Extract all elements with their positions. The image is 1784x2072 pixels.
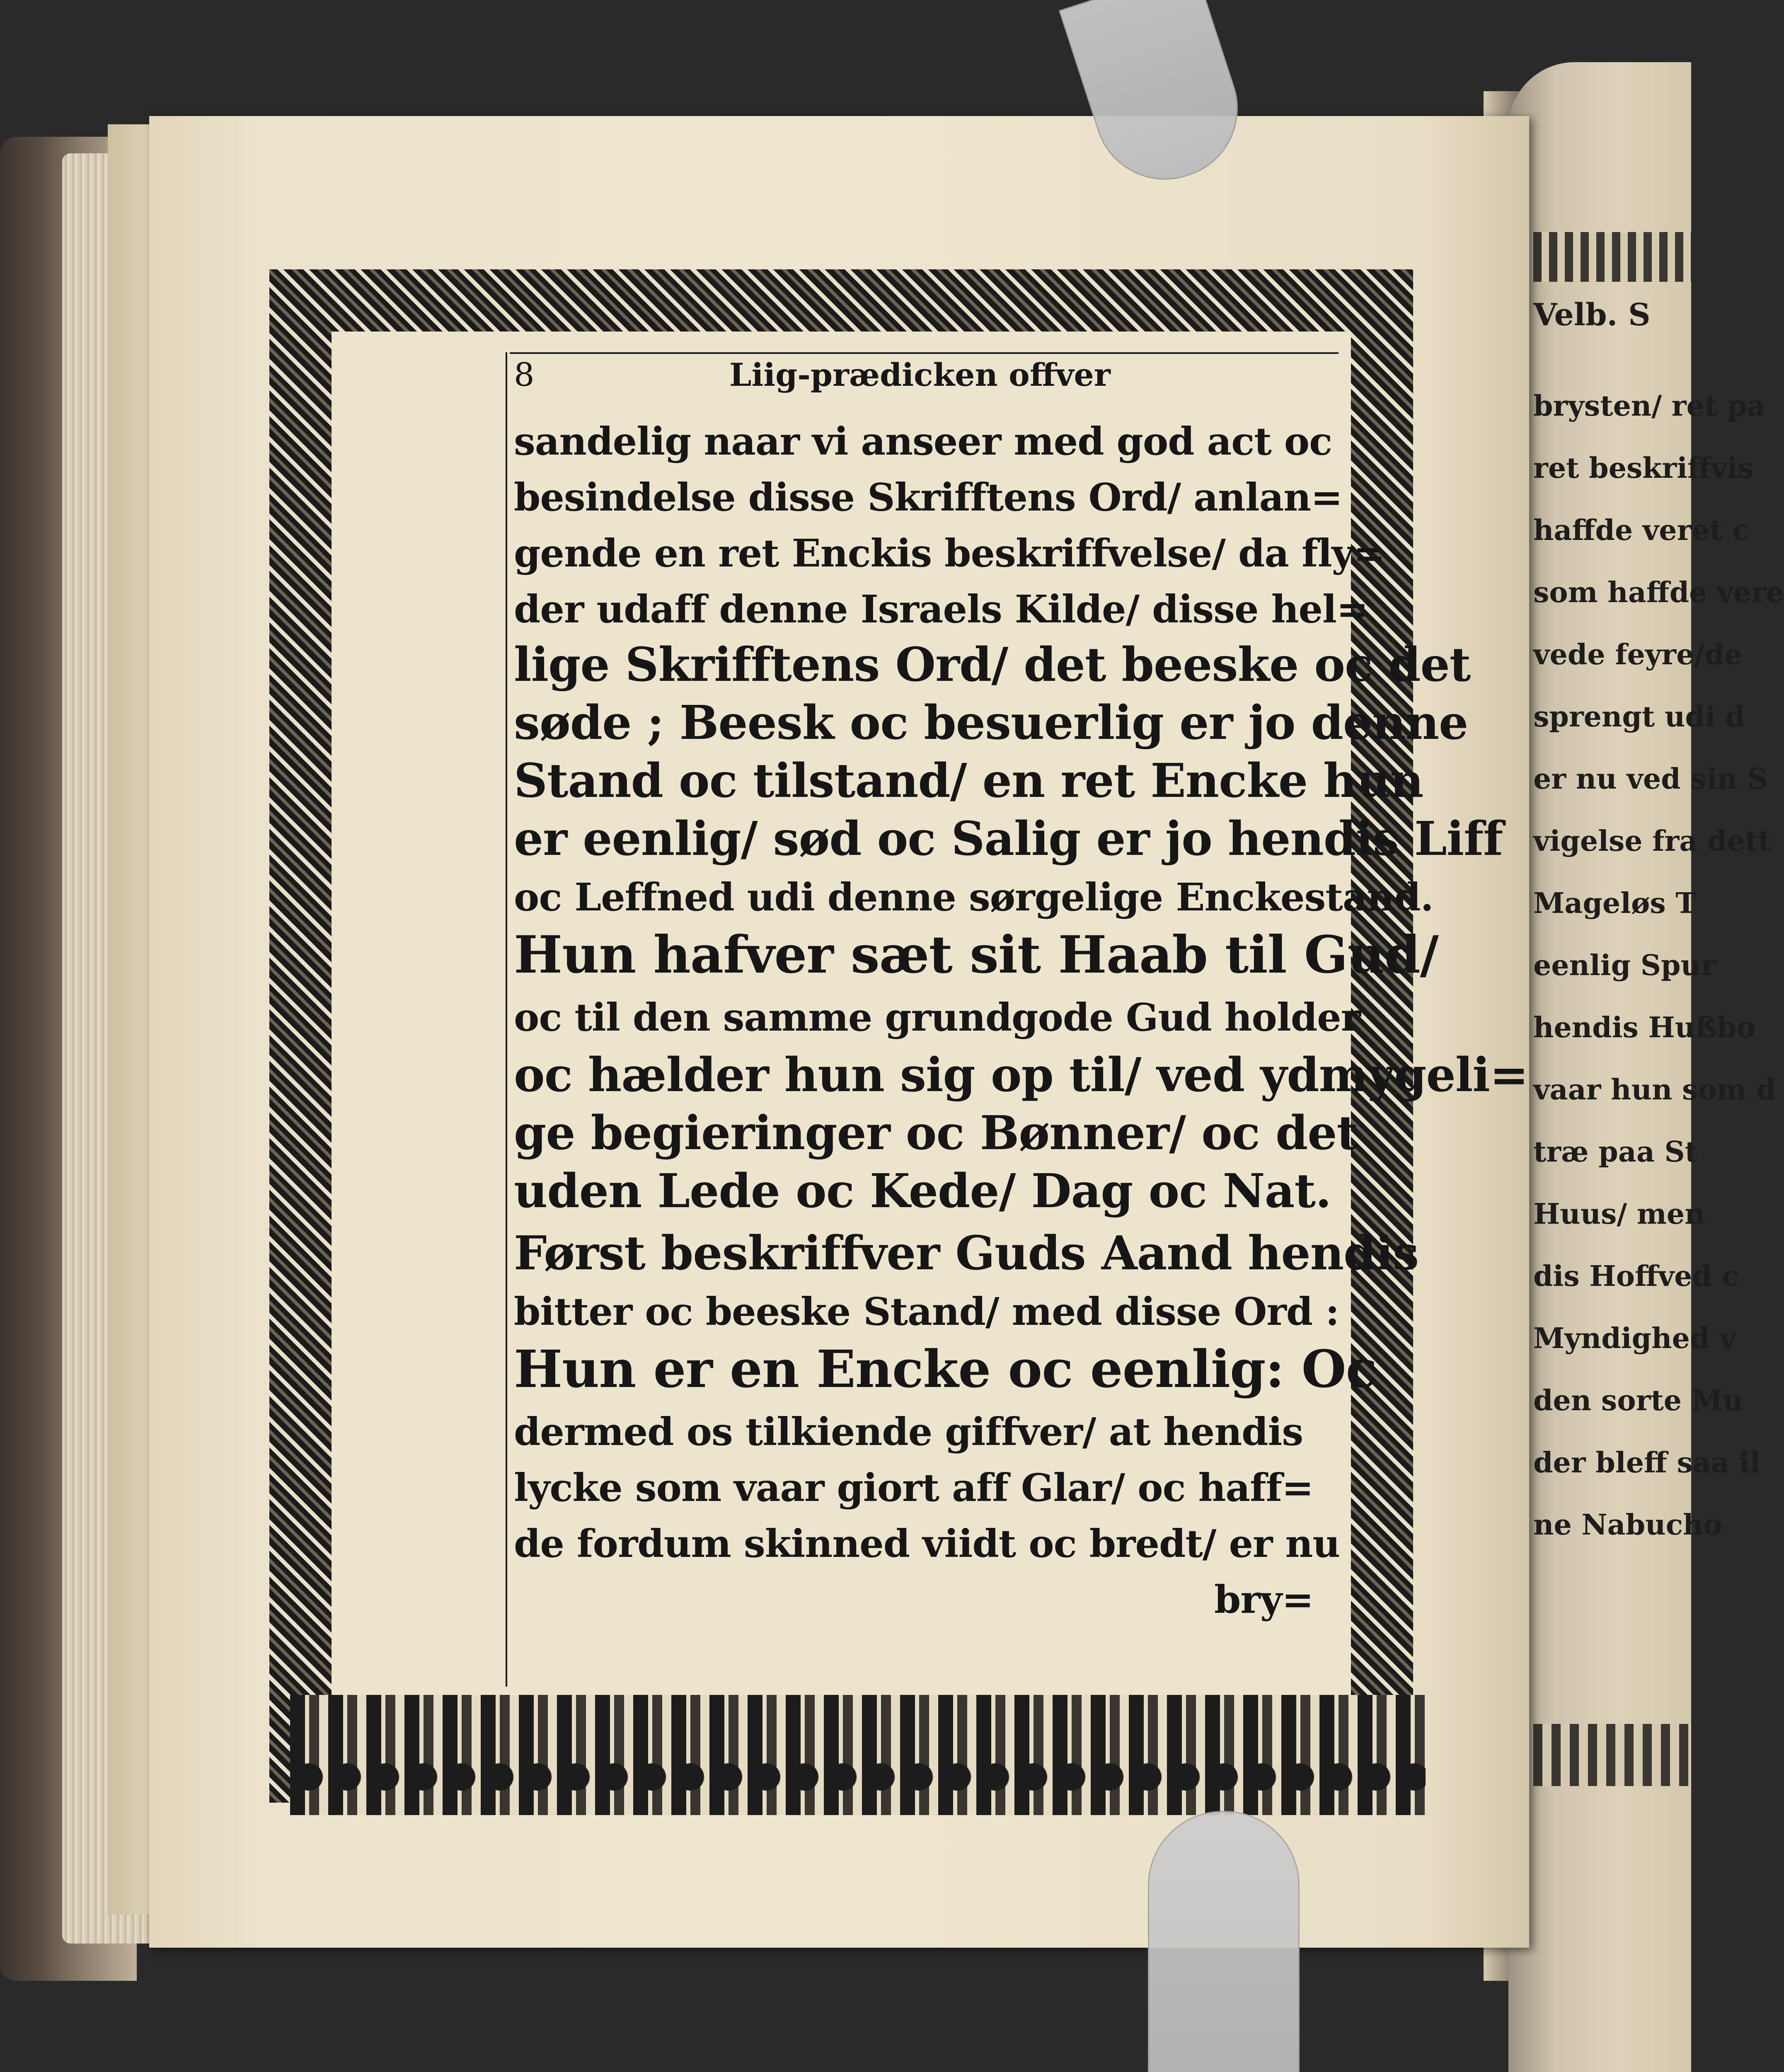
facing-text-line: træ paa St: [1533, 1135, 1698, 1169]
text-line: gende en ret Enckis beskriffvelse/ da fly=: [514, 531, 1385, 576]
facing-text-line: der bleff saa il: [1533, 1446, 1761, 1479]
text-line: lige Skrifftens Ord/ det beeske oc det: [514, 638, 1471, 692]
facing-text-line: haffde veret c: [1533, 514, 1750, 547]
facing-text-line: hendis Hußbo: [1533, 1011, 1755, 1044]
text-line: lycke som vaar giort aff Glar/ oc haff=: [514, 1465, 1314, 1510]
text-line: bitter oc beeske Stand/ med disse Ord :: [514, 1289, 1339, 1334]
facing-text-line: sprengt udi d: [1533, 700, 1745, 733]
facing-text-line: Mageløs T: [1533, 887, 1697, 920]
text-line: Stand oc tilstand/ en ret Encke hun: [514, 754, 1423, 808]
facing-text-line: Myndighed v: [1533, 1322, 1736, 1355]
facing-text-line: ret beskriffvis: [1533, 452, 1754, 485]
text-line: er eenlig/ sød oc Salig er jo hendis Liff: [514, 812, 1503, 866]
page-number: 8: [514, 356, 535, 394]
facing-text-line: vaar hun som d: [1533, 1073, 1776, 1106]
running-title: Liig-prædicken offver: [729, 356, 1111, 393]
margin-rule: [506, 352, 507, 1687]
facing-text-line: ne Nabucho: [1533, 1508, 1722, 1542]
facing-text-line: eenlig Spur: [1533, 949, 1716, 982]
text-line: Hun er en Encke oc eenlig: Oc: [514, 1339, 1377, 1399]
bottom-ornament-band: [290, 1695, 1426, 1815]
facing-text-line: vede feyre/de: [1533, 638, 1743, 671]
facing-page-header: Velb. S: [1533, 297, 1651, 333]
facing-text-line: dis Hoffved c: [1533, 1260, 1739, 1293]
text-line: sandelig naar vi anseer med god act oc: [514, 419, 1332, 464]
facing-text-line: vigelse fra dett: [1533, 825, 1771, 858]
text-line: oc hælder hun sig op til/ ved ydmygeli=: [514, 1048, 1528, 1102]
text-line: Hun hafver sæt sit Haab til Gud/: [514, 925, 1438, 985]
text-line: søde ; Beesk oc besuerlig er jo denne: [514, 696, 1468, 750]
text-line: besindelse disse Skrifftens Ord/ anlan=: [514, 475, 1343, 520]
text-line: Først beskriffver Guds Aand hendis: [514, 1226, 1419, 1280]
facing-text-line: som haffde vere: [1533, 576, 1784, 609]
facing-text-line: brysten/ ret pa: [1533, 390, 1765, 423]
facing-page-text: [1533, 232, 1784, 1973]
page-header: [514, 352, 1334, 402]
facing-page-ornament-bottom: [1533, 1724, 1691, 1786]
catchword: bry=: [1214, 1577, 1314, 1622]
facing-text-line: er nu ved sin S: [1533, 762, 1768, 796]
text-line: uden Lede oc Kede/ Dag oc Nat.: [514, 1164, 1331, 1218]
text-line: ge begieringer oc Bønner/ oc det: [514, 1106, 1358, 1160]
text-line: de fordum skinned viidt oc bredt/ er nu: [514, 1521, 1340, 1566]
text-line: der udaff denne Israels Kilde/ disse hel=: [514, 587, 1368, 632]
page-clip-bottom: [1148, 1811, 1300, 2072]
facing-text-line: Huus/ men: [1533, 1198, 1705, 1231]
text-line: dermed os tilkiende giffver/ at hendis: [514, 1409, 1303, 1454]
text-line: oc til den samme grundgode Gud holder: [514, 995, 1361, 1040]
text-line: oc Leffned udi denne sørgelige Enckestand.: [514, 875, 1433, 920]
facing-text-line: den sorte Mu: [1533, 1384, 1743, 1417]
